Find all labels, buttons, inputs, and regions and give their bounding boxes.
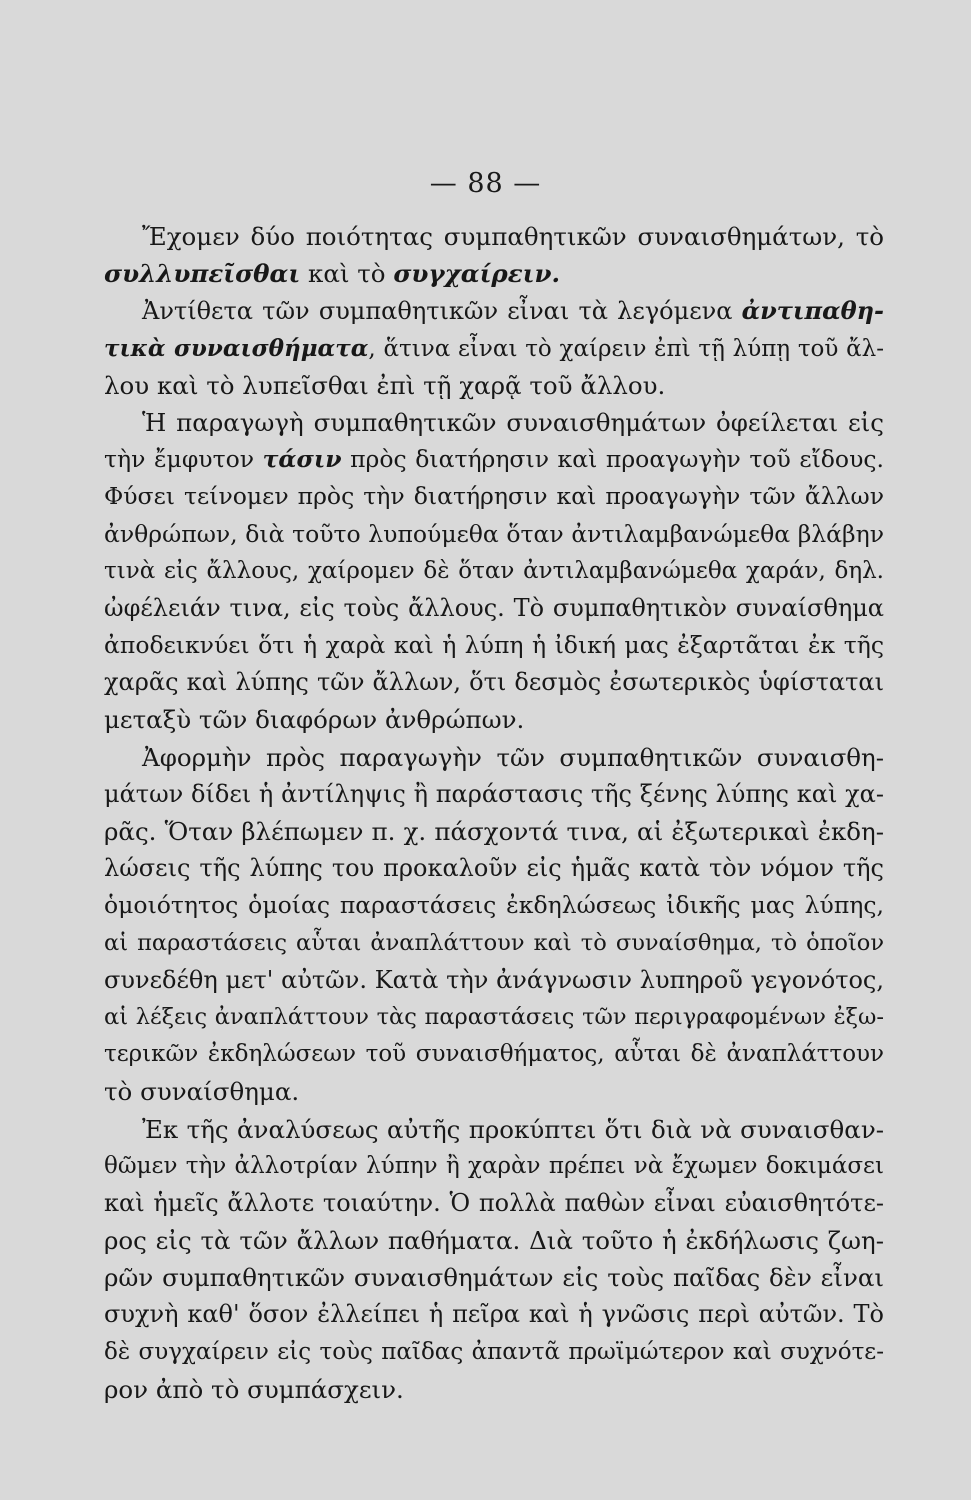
text-run: ὠφέλειάν τινα, εἰς τοὺς ἄλλους. Τὸ συμπαθητικὸν συναίσθημα bbox=[104, 593, 884, 622]
text-run: ἀποδεικνύει ὅτι ἡ χαρὰ καὶ ἡ λύπη ἡ ἰδική μας ἐξαρτᾶται ἐκ τῆς bbox=[104, 631, 884, 660]
text-run: ρος εἰς τὰ τῶν ἄλλων παθήματα. Διὰ τοῦτο ἡ ἐκδήλωσις ζωη- bbox=[104, 1226, 884, 1256]
text-run: πρὸς διατήρησιν καὶ προαγωγὴν τοῦ εἴδους. bbox=[341, 445, 884, 474]
text-run: Ἔχομεν δύο ποιότητας συμπαθητικῶν συναισθημάτων, τὸ bbox=[142, 222, 884, 251]
text-run: Φύσει τείνομεν πρὸς τὴν διατήρησιν καὶ προαγωγὴν τῶν ἄλλων bbox=[104, 482, 884, 511]
text-run: τερικῶν ἐκδηλώσεων τοῦ συναισθήματος, αὗται δὲ ἀναπλάττουν bbox=[104, 1041, 884, 1068]
text-run: καὶ ἡμεῖς ἄλλοτε τοιαύτην. Ὁ πολλὰ παθὼν εἶναι εὐαισθητότε- bbox=[104, 1188, 884, 1217]
emphasized-term: συγχαίρειν. bbox=[393, 259, 560, 289]
text-line bbox=[104, 330, 884, 367]
text-run: μάτων δίδει ἡ ἀντίληψις ἢ παράστασις τῆς ξένης λύπης καὶ χα- bbox=[104, 779, 884, 808]
text-run: τινὰ εἰς ἄλλους, χαίρομεν δὲ ὅταν ἀντιλαμβανώμεθα χαράν, δηλ. bbox=[104, 557, 884, 584]
text-run: αἱ παραστάσεις αὗται ἀναπλάττουν καὶ τὸ συναίσθημα, τὸ ὁποῖον bbox=[104, 929, 884, 956]
text-run: λου καὶ τὸ λυπεῖσθαι ἐπὶ τῇ χαρᾷ τοῦ ἄλλου. bbox=[104, 370, 666, 400]
text-line bbox=[104, 218, 884, 255]
text-run: ἀνθρώπων, διὰ τοῦτο λυπούμεθα ὅταν ἀντιλαμβανώμεθα βλάβην bbox=[104, 519, 884, 548]
text-line bbox=[104, 1148, 884, 1185]
text-line bbox=[104, 701, 884, 738]
text-line bbox=[104, 404, 884, 441]
text-line bbox=[104, 1185, 884, 1222]
text-line bbox=[104, 925, 884, 962]
text-run: Ἀντίθετα τῶν συμπαθητικῶν εἶναι τὰ λεγόμενα bbox=[142, 297, 742, 326]
text-line bbox=[104, 255, 884, 292]
text-run: αἱ λέξεις ἀναπλάττουν τὰς παραστάσεις τῶν περιγραφομένων ἐξω- bbox=[104, 1003, 884, 1030]
text-run: Ἀφορμὴν πρὸς παραγωγὴν τῶν συμπαθητικῶν συναισθη- bbox=[142, 742, 884, 772]
text-line bbox=[104, 1259, 884, 1296]
emphasized-term: ἀντιπαθη- bbox=[741, 296, 884, 326]
text-run: Ἐκ τῆς ἀναλύσεως αὐτῆς προκύπτει ὅτι διὰ νὰ συναισθαν- bbox=[142, 1114, 884, 1144]
page-number: — 88 — bbox=[429, 168, 542, 199]
text-run: θῶμεν τὴν ἀλλοτρίαν λύπην ἢ χαρὰν πρέπει νὰ ἔχωμεν δοκιμάσει bbox=[104, 1152, 884, 1179]
text-run: καὶ τὸ bbox=[300, 259, 394, 289]
emphasized-term: τικὰ συναισθήματα bbox=[104, 334, 369, 362]
text-run: ρῶν συμπαθητικῶν συναισθημάτων εἰς τοὺς παῖδας δὲν εἶναι bbox=[104, 1263, 884, 1293]
text-line bbox=[104, 999, 884, 1036]
text-line bbox=[104, 292, 884, 329]
emphasized-term: τάσιν bbox=[262, 445, 342, 474]
text-run: τὸ συναίσθημα. bbox=[104, 1077, 300, 1107]
text-run: τὴν ἔμφυτον bbox=[104, 445, 263, 474]
text-line bbox=[104, 1296, 884, 1333]
text-line bbox=[104, 776, 884, 813]
text-line bbox=[104, 441, 884, 478]
text-line bbox=[104, 850, 884, 887]
text-line bbox=[104, 478, 884, 515]
body-text bbox=[104, 218, 884, 1408]
text-run: , ἅτινα εἶναι τὸ χαίρειν ἐπὶ τῇ λύπῃ τοῦ ἄλ- bbox=[368, 335, 885, 362]
text-run: δὲ συγχαίρειν εἰς τοὺς παῖδας ἀπαντᾶ πρωϊμώτερον καὶ συχνότε- bbox=[104, 1338, 884, 1365]
emphasized-term: συλλυπεῖσθαι bbox=[104, 259, 301, 289]
text-line bbox=[104, 739, 884, 776]
text-line bbox=[104, 813, 884, 850]
text-line bbox=[104, 1111, 884, 1148]
text-line bbox=[104, 1036, 884, 1073]
text-line bbox=[104, 1073, 884, 1110]
text-run: συνεδέθη μετ' αὐτῶν. Κατὰ τὴν ἀνάγνωσιν λυπηροῦ γεγονότος, bbox=[104, 965, 884, 994]
text-line bbox=[104, 627, 884, 664]
text-run: ρᾶς. Ὅταν βλέπωμεν π. χ. πάσχοντά τινα, αἱ ἐξωτερικαὶ ἐκδη- bbox=[104, 817, 884, 846]
text-run: Ἡ παραγωγὴ συμπαθητικῶν συναισθημάτων ὀφείλεται εἰς bbox=[142, 407, 884, 437]
text-line bbox=[104, 1334, 884, 1371]
text-line bbox=[104, 664, 884, 701]
text-run: λώσεις τῆς λύπης του προκαλοῦν εἰς ἡμᾶς κατὰ τὸν νόμον τῆς bbox=[104, 854, 884, 883]
text-run: συχνὴ καθ' ὅσον ἐλλείπει ἡ πεῖρα καὶ ἡ γνῶσις περὶ αὐτῶν. Τὸ bbox=[104, 1300, 884, 1329]
text-line bbox=[104, 887, 884, 924]
text-run: ρον ἀπὸ τὸ συμπάσχειν. bbox=[104, 1374, 404, 1404]
text-line bbox=[104, 367, 884, 404]
text-line bbox=[104, 590, 884, 627]
text-line bbox=[104, 1371, 884, 1408]
text-line bbox=[104, 962, 884, 999]
text-line bbox=[104, 1222, 884, 1259]
text-line bbox=[104, 553, 884, 590]
text-run: μεταξὺ τῶν διαφόρων ἀνθρώπων. bbox=[104, 705, 525, 735]
text-run: χαρᾶς καὶ λύπης τῶν ἄλλων, ὅτι δεσμὸς ἐσωτερικὸς ὑφίσταται bbox=[104, 668, 884, 697]
text-line bbox=[104, 516, 884, 553]
text-run: ὁμοιότητος ὁμοίας παραστάσεις ἐκδηλώσεως ἰδικῆς μας λύπης, bbox=[104, 891, 884, 920]
